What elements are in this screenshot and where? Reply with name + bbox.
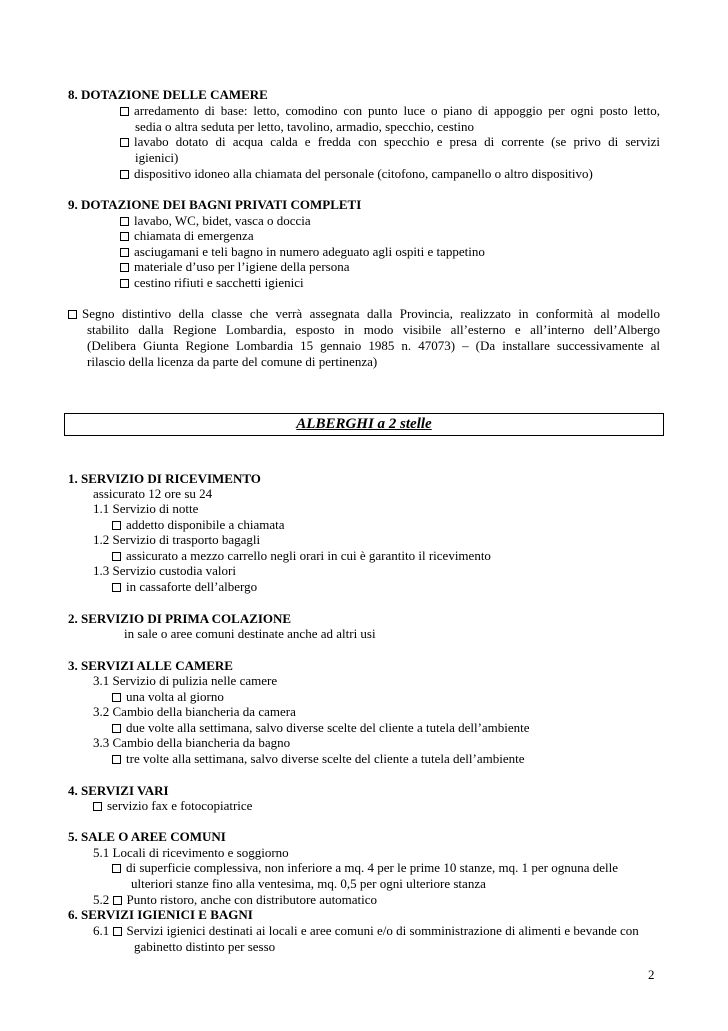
s9-item-text: lavabo, WC, bidet, vasca o doccia <box>134 213 311 228</box>
a3-title: 3. SERVIZI ALLE CAMERE <box>68 658 233 673</box>
s9-item-text: chiamata di emergenza <box>134 228 254 243</box>
a6-1-number: 6.1 <box>93 923 110 938</box>
s9-item-text: materiale d’uso per l’igiene della persona <box>134 259 350 274</box>
checkbox-icon <box>112 864 121 873</box>
a2-title: 2. SERVIZIO DI PRIMA COLAZIONE <box>68 611 292 626</box>
checkbox-icon <box>113 896 122 905</box>
a5-1-item-text: di superficie complessiva, non inferiore a mq. 4 per le prime 10 stanze, mq. 1 per ognuna delle <box>126 860 619 875</box>
a5-title: 5. SALE O AREE COMUNI <box>68 829 226 844</box>
segno-line-4: rilascio della licenza da parte del comune di pertinenza) <box>87 354 378 369</box>
checkbox-icon <box>120 263 129 272</box>
a1-2-item <box>112 548 491 563</box>
a1-1-item-text: addetto disponibile a chiamata <box>126 517 285 532</box>
s8-item-2-cont: igienici) <box>135 150 179 165</box>
checkbox-icon <box>120 217 129 226</box>
banner-title: ALBERGHI a 2 stelle <box>296 416 432 432</box>
checkbox-icon <box>120 279 129 288</box>
section-8-title: 8. DOTAZIONE DELLE CAMERE <box>68 87 268 102</box>
checkbox-icon <box>112 552 121 561</box>
checkbox-icon <box>112 724 121 733</box>
s8-item-3-text: dispositivo idoneo alla chiamata del personale (citofono, campanello o altro dispositivo) <box>134 166 593 181</box>
s8-item-1-text: arredamento di base: letto, comodino con punto luce o piano di appoggio per ogni posto letto, <box>134 103 660 118</box>
a5-1-item <box>112 860 618 875</box>
a4-title: 4. SERVIZI VARI <box>68 783 169 798</box>
segno-line-3: (Delibera Giunta Regione Lombardia 15 gennaio 1985 n. 47073) – (Da installare successivamente al <box>87 338 660 353</box>
a3-1-item-text: una volta al giorno <box>126 689 224 704</box>
a3-1-item <box>112 689 224 704</box>
a4-item-text: servizio fax e fotocopiatrice <box>107 798 253 813</box>
a1-3-item <box>112 579 257 594</box>
checkbox-icon <box>120 248 129 257</box>
a1-2-heading: 1.2 Servizio di trasporto bagagli <box>93 532 261 547</box>
s9-item-text: cestino rifiuti e sacchetti igienici <box>134 275 304 290</box>
s9-item-3 <box>120 244 485 259</box>
a6-1-heading <box>93 923 639 938</box>
a5-2-number: 5.2 <box>93 892 110 907</box>
s8-item-1 <box>120 103 660 118</box>
s9-item-4 <box>120 259 350 274</box>
s8-item-3 <box>120 166 593 181</box>
a3-1-heading: 3.1 Servizio di pulizia nelle camere <box>93 673 278 688</box>
checkbox-icon <box>120 138 129 147</box>
a6-1-cont: gabinetto distinto per sesso <box>134 939 276 954</box>
checkbox-icon <box>112 521 121 530</box>
section-9-title: 9. DOTAZIONE DEI BAGNI PRIVATI COMPLETI <box>68 197 362 212</box>
a6-title: 6. SERVIZI IGIENICI E BAGNI <box>68 907 253 922</box>
a3-2-heading: 3.2 Cambio della biancheria da camera <box>93 704 296 719</box>
a2-subtitle: in sale o aree comuni destinate anche ad altri usi <box>124 626 376 641</box>
s9-item-5 <box>120 275 304 290</box>
a1-1-item <box>112 517 284 532</box>
a5-1-item-cont: ulteriori stanze fino alla ventesima, mq. 0,5 per ogni ulteriore stanza <box>131 876 486 891</box>
checkbox-icon <box>112 755 121 764</box>
a3-3-item <box>112 751 525 766</box>
s8-item-1-cont: sedia o altra seduta per letto, tavolino, armadio, specchio, cestino <box>135 119 474 134</box>
segno-line-1 <box>68 306 660 321</box>
a1-2-item-text: assicurato a mezzo carrello negli orari in cui è garantito il ricevimento <box>126 548 491 563</box>
a1-3-heading: 1.3 Servizio custodia valori <box>93 563 236 578</box>
a3-2-item-text: due volte alla settimana, salvo diverse scelte del cliente a tutela dell’ambiente <box>126 720 530 735</box>
s9-item-1 <box>120 213 311 228</box>
a5-2-text: Punto ristoro, anche con distributore automatico <box>126 892 378 907</box>
checkbox-icon <box>120 170 129 179</box>
checkbox-icon <box>113 927 122 936</box>
checkbox-icon <box>93 802 102 811</box>
segno-text-1: Segno distintivo della classe che verrà assegnata dalla Provincia, realizzato in conformità al modello <box>82 306 660 321</box>
a1-3-item-text: in cassaforte dell’albergo <box>126 579 258 594</box>
a4-item <box>93 798 252 813</box>
a5-2-heading <box>93 892 377 907</box>
s8-item-2 <box>120 134 660 149</box>
checkbox-icon <box>112 583 121 592</box>
a5-1-heading: 5.1 Locali di ricevimento e soggiorno <box>93 845 289 860</box>
a1-title: 1. SERVIZIO DI RICEVIMENTO <box>68 471 261 486</box>
s8-item-2-text: lavabo dotato di acqua calda e fredda con specchio e presa di corrente (se privo di servizi <box>134 134 660 149</box>
segno-line-2: stabilito dalla Regione Lombardia, esposto in modo visibile all’esterno e all’interno dell’Albergo <box>87 322 660 337</box>
a3-2-item <box>112 720 530 735</box>
checkbox-icon <box>112 693 121 702</box>
checkbox-icon <box>120 107 129 116</box>
a3-3-heading: 3.3 Cambio della biancheria da bagno <box>93 735 291 750</box>
page-number: 2 <box>648 967 655 982</box>
a6-1-text: Servizi igienici destinati ai locali e aree comuni e/o di somministrazione di alimenti e bevande con <box>126 923 639 938</box>
a1-1-heading: 1.1 Servizio di notte <box>93 501 199 516</box>
s9-item-text: asciugamani e teli bagno in numero adeguato agli ospiti e tappetino <box>134 244 485 259</box>
checkbox-icon <box>68 310 77 319</box>
s9-item-2 <box>120 228 254 243</box>
checkbox-icon <box>120 232 129 241</box>
a3-3-item-text: tre volte alla settimana, salvo diverse scelte del cliente a tutela dell’ambiente <box>126 751 525 766</box>
category-banner <box>64 413 664 436</box>
a1-subtitle: assicurato 12 ore su 24 <box>93 486 213 501</box>
